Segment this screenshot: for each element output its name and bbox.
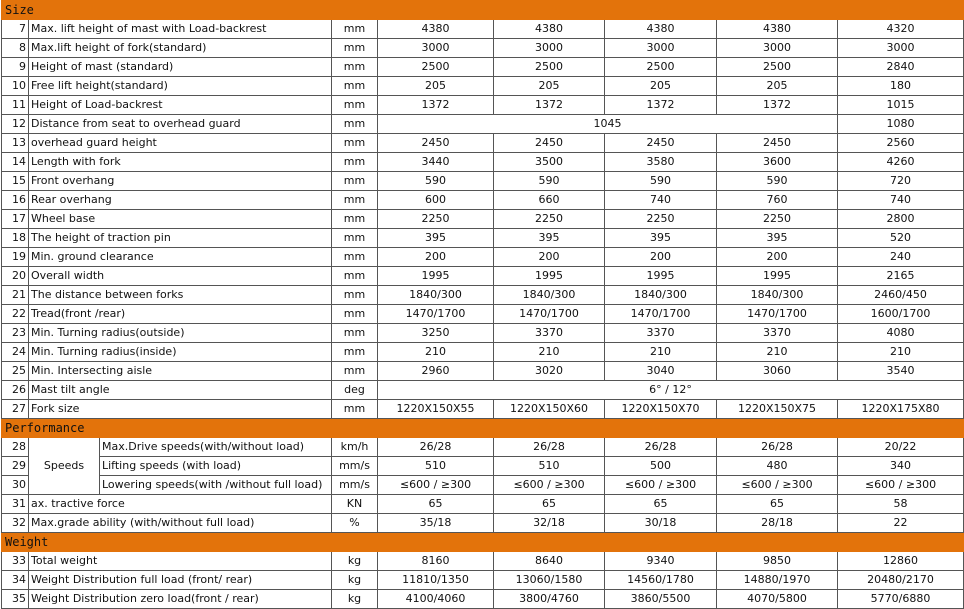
row-value: 200 — [378, 248, 494, 267]
row-number: 30 — [2, 476, 29, 495]
row-unit: KN — [332, 495, 378, 514]
row-label: ax. tractive force — [29, 495, 332, 514]
row-value: 26/28 — [605, 438, 717, 457]
row-unit: mm — [332, 324, 378, 343]
row-value: 1372 — [378, 96, 494, 115]
row-value: 3000 — [494, 39, 605, 58]
row-value: 205 — [378, 77, 494, 96]
row-unit: mm — [332, 400, 378, 419]
row-value: 9340 — [605, 552, 717, 571]
row-value: ≤600 / ≥300 — [378, 476, 494, 495]
row-number: 12 — [2, 115, 29, 134]
row-value: 760 — [717, 191, 838, 210]
row-value: 65 — [378, 495, 494, 514]
row-value: 1372 — [717, 96, 838, 115]
row-unit: mm/s — [332, 476, 378, 495]
row-label: Overall width — [29, 267, 332, 286]
row-value: 4380 — [494, 20, 605, 39]
row-label: Free lift height(standard) — [29, 77, 332, 96]
row-value: 200 — [605, 248, 717, 267]
row-unit: deg — [332, 381, 378, 400]
section-performance — [2, 419, 964, 438]
row-value: 210 — [494, 343, 605, 362]
row-value: 200 — [717, 248, 838, 267]
table-row — [2, 58, 964, 77]
row-unit: mm — [332, 172, 378, 191]
row-value: 3860/5500 — [605, 590, 717, 609]
row-value: 3580 — [605, 153, 717, 172]
row-value: 1995 — [717, 267, 838, 286]
row-value: 210 — [717, 343, 838, 362]
row-number: 18 — [2, 229, 29, 248]
row-number: 13 — [2, 134, 29, 153]
table-row — [2, 286, 964, 305]
table-row — [2, 229, 964, 248]
row-value: 26/28 — [717, 438, 838, 457]
row-value-merged: 6° / 12° — [378, 381, 964, 400]
section-size — [2, 1, 964, 20]
row-label: Mast tilt angle — [29, 381, 332, 400]
row-value: 3060 — [717, 362, 838, 381]
row-value: 480 — [717, 457, 838, 476]
row-value: 1220X150X55 — [378, 400, 494, 419]
table-row — [2, 457, 964, 476]
row-unit: mm — [332, 267, 378, 286]
row-value: 1840/300 — [494, 286, 605, 305]
row-number: 7 — [2, 20, 29, 39]
table-row — [2, 20, 964, 39]
row-value: 4320 — [838, 20, 964, 39]
row-value: 180 — [838, 77, 964, 96]
row-value: 1372 — [605, 96, 717, 115]
row-value: 2165 — [838, 267, 964, 286]
row-label: Weight Distribution zero load(front / rear) — [29, 590, 332, 609]
row-label: Max. lift height of mast with Load-backrest — [29, 20, 332, 39]
row-value: 590 — [494, 172, 605, 191]
row-value: 3040 — [605, 362, 717, 381]
row-value: ≤600 / ≥300 — [494, 476, 605, 495]
row-value: 1995 — [494, 267, 605, 286]
row-value: 2500 — [717, 58, 838, 77]
row-unit: km/h — [332, 438, 378, 457]
row-label: Total weight — [29, 552, 332, 571]
table-row — [2, 39, 964, 58]
row-unit: mm — [332, 248, 378, 267]
row-unit: mm — [332, 210, 378, 229]
row-value: 5770/6880 — [838, 590, 964, 609]
row-value: 65 — [717, 495, 838, 514]
row-number: 26 — [2, 381, 29, 400]
row-value: 4260 — [838, 153, 964, 172]
row-unit: % — [332, 514, 378, 533]
row-value: 26/28 — [494, 438, 605, 457]
row-value: 1995 — [378, 267, 494, 286]
row-value: 1470/1700 — [494, 305, 605, 324]
row-value: 2450 — [378, 134, 494, 153]
row-label: Height of Load-backrest — [29, 96, 332, 115]
row-value: 600 — [378, 191, 494, 210]
row-value: 1220X150X60 — [494, 400, 605, 419]
row-label: Tread(front /rear) — [29, 305, 332, 324]
row-unit: kg — [332, 552, 378, 571]
row-value: 3500 — [494, 153, 605, 172]
row-value: 1015 — [838, 96, 964, 115]
row-value: 1220X175X80 — [838, 400, 964, 419]
row-number: 17 — [2, 210, 29, 229]
row-value: 1470/1700 — [605, 305, 717, 324]
section-title: Size — [2, 1, 964, 20]
row-value: 3020 — [494, 362, 605, 381]
row-label: Weight Distribution full load (front/ rear) — [29, 571, 332, 590]
row-label: Wheel base — [29, 210, 332, 229]
row-value: 2500 — [378, 58, 494, 77]
row-value: 3370 — [717, 324, 838, 343]
row-value: 210 — [378, 343, 494, 362]
row-value: 720 — [838, 172, 964, 191]
row-value: 4380 — [605, 20, 717, 39]
row-value: 3440 — [378, 153, 494, 172]
row-unit: mm/s — [332, 457, 378, 476]
row-unit: mm — [332, 191, 378, 210]
row-value: 2500 — [494, 58, 605, 77]
row-value: 590 — [717, 172, 838, 191]
row-value: 3600 — [717, 153, 838, 172]
row-value: 395 — [717, 229, 838, 248]
row-value: 11810/1350 — [378, 571, 494, 590]
row-value: 510 — [378, 457, 494, 476]
spec-table — [1, 0, 964, 609]
table-row — [2, 514, 964, 533]
row-value: 1220X150X75 — [717, 400, 838, 419]
row-label: Fork size — [29, 400, 332, 419]
row-number: 22 — [2, 305, 29, 324]
table-row — [2, 153, 964, 172]
row-label: The distance between forks — [29, 286, 332, 305]
table-row — [2, 267, 964, 286]
row-value: ≤600 / ≥300 — [717, 476, 838, 495]
row-value: 3370 — [605, 324, 717, 343]
row-label: Lifting speeds (with load) — [100, 457, 332, 476]
row-label: Max.grade ability (with/without full load) — [29, 514, 332, 533]
row-value: 520 — [838, 229, 964, 248]
row-value: 14560/1780 — [605, 571, 717, 590]
table-row — [2, 96, 964, 115]
row-value: 20/22 — [838, 438, 964, 457]
table-row — [2, 305, 964, 324]
row-value: 210 — [605, 343, 717, 362]
row-number: 8 — [2, 39, 29, 58]
row-value: 2500 — [605, 58, 717, 77]
row-unit: mm — [332, 305, 378, 324]
row-value: 500 — [605, 457, 717, 476]
table-row — [2, 438, 964, 457]
row-number: 19 — [2, 248, 29, 267]
table-row — [2, 362, 964, 381]
row-unit: mm — [332, 39, 378, 58]
table-row — [2, 400, 964, 419]
row-value: 2460/450 — [838, 286, 964, 305]
row-number: 16 — [2, 191, 29, 210]
row-value: 590 — [605, 172, 717, 191]
row-label: Length with fork — [29, 153, 332, 172]
table-row — [2, 343, 964, 362]
row-value: 2840 — [838, 58, 964, 77]
row-number: 11 — [2, 96, 29, 115]
row-unit: mm — [332, 343, 378, 362]
row-number: 20 — [2, 267, 29, 286]
section-weight — [2, 533, 964, 552]
row-value: 3000 — [378, 39, 494, 58]
row-number: 10 — [2, 77, 29, 96]
row-value: 4080 — [838, 324, 964, 343]
table-row — [2, 77, 964, 96]
row-value: 2450 — [494, 134, 605, 153]
row-value: 3800/4760 — [494, 590, 605, 609]
row-value: 22 — [838, 514, 964, 533]
row-value: 740 — [838, 191, 964, 210]
row-label: Min. ground clearance — [29, 248, 332, 267]
row-value: 8160 — [378, 552, 494, 571]
row-value: ≤600 / ≥300 — [838, 476, 964, 495]
row-value-merged: 1045 — [378, 115, 838, 134]
row-value: 65 — [605, 495, 717, 514]
row-label: Lowering speeds(with /without full load) — [100, 476, 332, 495]
table-row — [2, 476, 964, 495]
row-unit: kg — [332, 571, 378, 590]
row-value: 2560 — [838, 134, 964, 153]
row-unit: mm — [332, 286, 378, 305]
row-value: 205 — [494, 77, 605, 96]
row-value: 1372 — [494, 96, 605, 115]
table-row — [2, 571, 964, 590]
row-number: 15 — [2, 172, 29, 191]
row-value: 1840/300 — [605, 286, 717, 305]
row-unit: mm — [332, 58, 378, 77]
table-row — [2, 324, 964, 343]
row-value: 1995 — [605, 267, 717, 286]
row-value: 1470/1700 — [717, 305, 838, 324]
row-number: 25 — [2, 362, 29, 381]
row-value: 2450 — [605, 134, 717, 153]
row-number: 24 — [2, 343, 29, 362]
table-row — [2, 191, 964, 210]
table-row — [2, 381, 964, 400]
row-number: 23 — [2, 324, 29, 343]
row-value: 12860 — [838, 552, 964, 571]
row-value: 3370 — [494, 324, 605, 343]
row-value: 2800 — [838, 210, 964, 229]
row-label: Rear overhang — [29, 191, 332, 210]
row-value: 28/18 — [717, 514, 838, 533]
row-label: Max.lift height of fork(standard) — [29, 39, 332, 58]
row-number: 21 — [2, 286, 29, 305]
row-value: 395 — [378, 229, 494, 248]
row-label: Distance from seat to overhead guard — [29, 115, 332, 134]
row-value: 58 — [838, 495, 964, 514]
row-value: 590 — [378, 172, 494, 191]
row-value: 30/18 — [605, 514, 717, 533]
row-unit: mm — [332, 153, 378, 172]
section-title: Performance — [2, 419, 964, 438]
row-value: 1470/1700 — [378, 305, 494, 324]
row-number: 29 — [2, 457, 29, 476]
row-value: 3000 — [717, 39, 838, 58]
table-row — [2, 248, 964, 267]
row-label: Min. Turning radius(outside) — [29, 324, 332, 343]
row-value: 9850 — [717, 552, 838, 571]
row-value: 3250 — [378, 324, 494, 343]
row-number: 28 — [2, 438, 29, 457]
speeds-group-label: Speeds — [29, 438, 100, 495]
row-value: 8640 — [494, 552, 605, 571]
section-title: Weight — [2, 533, 964, 552]
row-value: 2250 — [605, 210, 717, 229]
row-value: 4380 — [378, 20, 494, 39]
row-unit: mm — [332, 115, 378, 134]
row-label: The height of traction pin — [29, 229, 332, 248]
row-value: 4380 — [717, 20, 838, 39]
row-value: 14880/1970 — [717, 571, 838, 590]
row-label: Front overhang — [29, 172, 332, 191]
row-value: 200 — [494, 248, 605, 267]
row-label: Height of mast (standard) — [29, 58, 332, 77]
row-value: 1220X150X70 — [605, 400, 717, 419]
row-number: 9 — [2, 58, 29, 77]
row-unit: mm — [332, 20, 378, 39]
row-value: 35/18 — [378, 514, 494, 533]
row-value: 2250 — [717, 210, 838, 229]
row-value: 32/18 — [494, 514, 605, 533]
row-value: 395 — [494, 229, 605, 248]
row-number: 35 — [2, 590, 29, 609]
row-value: 2250 — [378, 210, 494, 229]
row-value: 1080 — [838, 115, 964, 134]
row-label: Min. Intersecting aisle — [29, 362, 332, 381]
row-value: 1840/300 — [378, 286, 494, 305]
table-row — [2, 210, 964, 229]
row-value: 2450 — [717, 134, 838, 153]
row-unit: mm — [332, 362, 378, 381]
row-value: 660 — [494, 191, 605, 210]
row-value: 2960 — [378, 362, 494, 381]
row-number: 27 — [2, 400, 29, 419]
table-row — [2, 172, 964, 191]
row-value: 26/28 — [378, 438, 494, 457]
table-row — [2, 495, 964, 514]
row-number: 31 — [2, 495, 29, 514]
row-value: 240 — [838, 248, 964, 267]
row-value: 510 — [494, 457, 605, 476]
row-value: 3000 — [838, 39, 964, 58]
row-value: 205 — [717, 77, 838, 96]
row-value: 4070/5800 — [717, 590, 838, 609]
row-number: 32 — [2, 514, 29, 533]
table-row — [2, 134, 964, 153]
row-unit: mm — [332, 77, 378, 96]
row-value: 13060/1580 — [494, 571, 605, 590]
row-unit: mm — [332, 96, 378, 115]
row-number: 34 — [2, 571, 29, 590]
row-value: 3540 — [838, 362, 964, 381]
row-value: 395 — [605, 229, 717, 248]
row-value: 4100/4060 — [378, 590, 494, 609]
row-value: 205 — [605, 77, 717, 96]
row-number: 14 — [2, 153, 29, 172]
row-value: 210 — [838, 343, 964, 362]
table-row — [2, 115, 964, 134]
row-value: 740 — [605, 191, 717, 210]
row-unit: mm — [332, 229, 378, 248]
row-value: 65 — [494, 495, 605, 514]
row-label: Max.Drive speeds(with/without load) — [100, 438, 332, 457]
row-unit: mm — [332, 134, 378, 153]
row-number: 33 — [2, 552, 29, 571]
row-value: 340 — [838, 457, 964, 476]
row-value: ≤600 / ≥300 — [605, 476, 717, 495]
row-label: Min. Turning radius(inside) — [29, 343, 332, 362]
table-row — [2, 552, 964, 571]
row-value: 1840/300 — [717, 286, 838, 305]
row-value: 3000 — [605, 39, 717, 58]
row-value: 2250 — [494, 210, 605, 229]
row-value: 1600/1700 — [838, 305, 964, 324]
row-label: overhead guard height — [29, 134, 332, 153]
row-unit: kg — [332, 590, 378, 609]
row-value: 20480/2170 — [838, 571, 964, 590]
